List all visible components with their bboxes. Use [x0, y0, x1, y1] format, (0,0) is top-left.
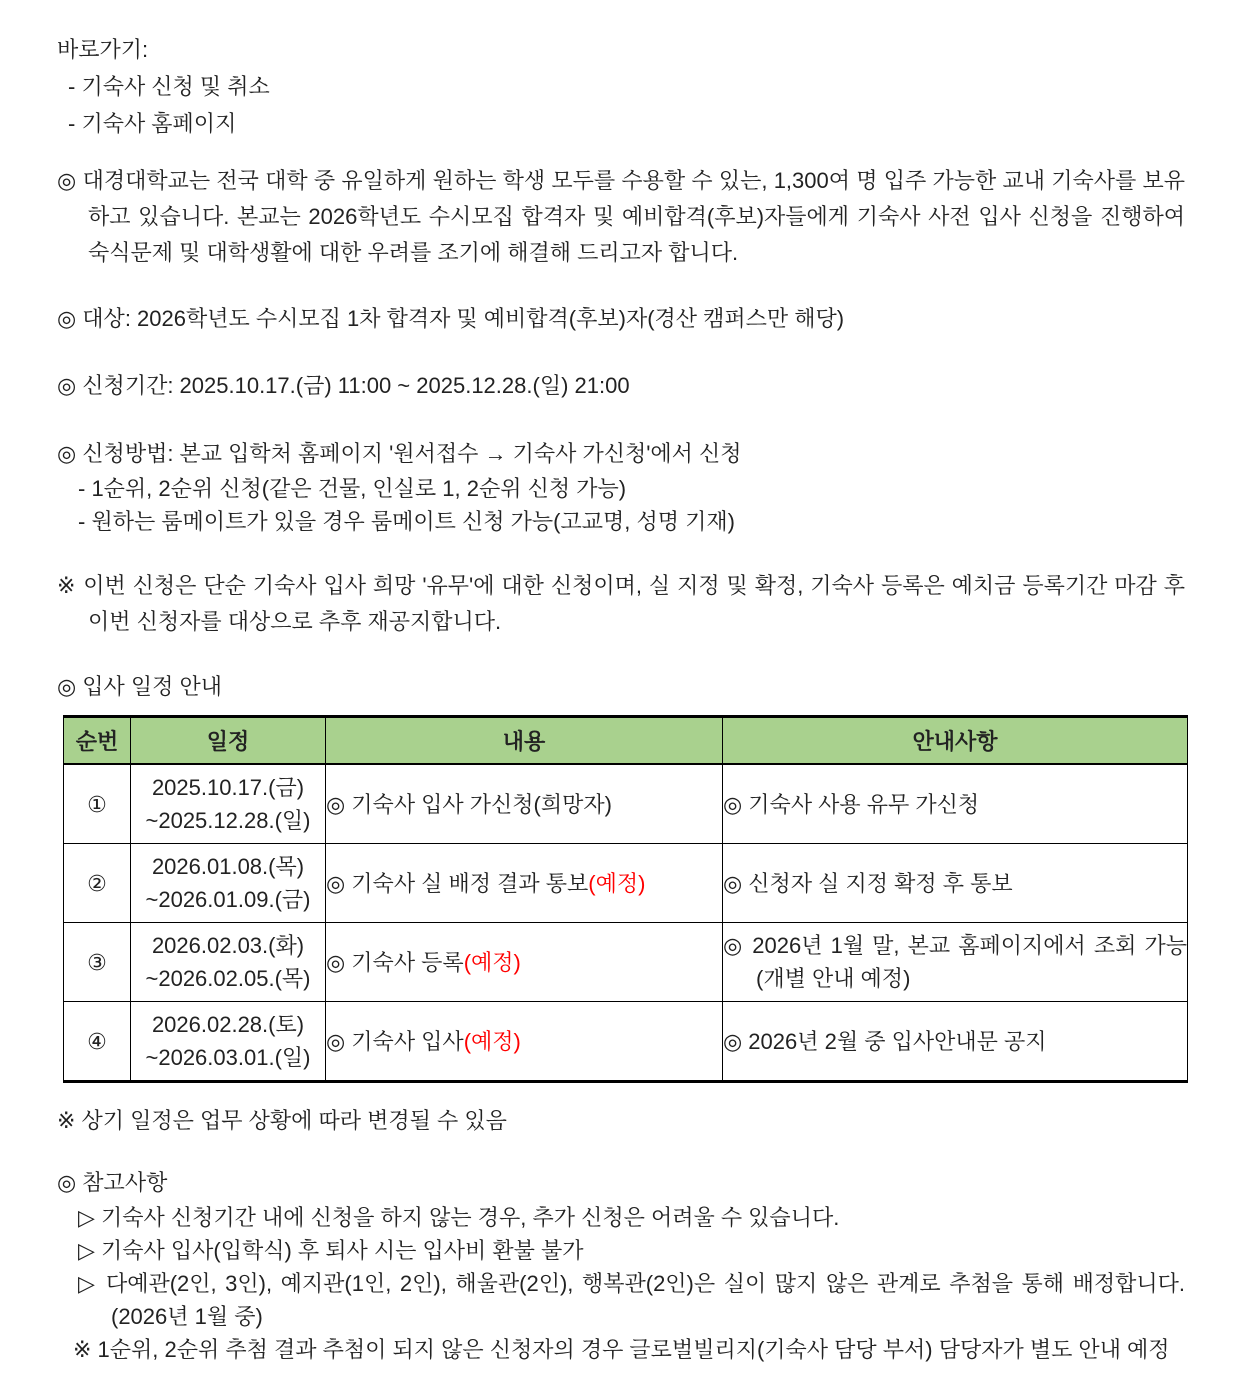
col-header-date: 일정 [131, 717, 326, 765]
schedule-row-4 [64, 1002, 1188, 1082]
date-from: 2026.02.28.(토) [151, 1012, 305, 1037]
application-method-item-2: - 원하는 룸메이트가 있을 경우 룸메이트 신청 가능(고교명, 성명 기재) [78, 509, 735, 534]
date-from: 2026.02.03.(화) [151, 933, 305, 958]
date-to: ~2026.01.09.(금) [145, 887, 311, 912]
date-to: ~2026.03.01.(일) [145, 1045, 311, 1070]
remarks-section-title: ◎ 참고사항 [57, 1170, 168, 1195]
cell-note [723, 923, 1188, 1002]
shortcut-dorm-apply-cancel[interactable]: - 기숙사 신청 및 취소 [68, 74, 270, 99]
cell-content [326, 1002, 723, 1082]
cell-no: ③ [64, 923, 131, 1002]
schedule-footnote: ※ 상기 일정은 업무 상황에 따라 변경될 수 있음 [57, 1108, 507, 1133]
content-text: ◎ 기숙사 입사 가신청(희망자) [326, 791, 612, 817]
date-from: 2025.10.17.(금) [151, 775, 305, 800]
application-period-line: ◎ 신청기간: 2025.10.17.(금) 11:00 ~ 2025.12.28.(일) 21:00 [57, 373, 630, 398]
document [57, 31, 1185, 1366]
content-red-text: (예정) [463, 949, 521, 975]
schedule-row-1 [64, 764, 1188, 844]
cell-date [131, 923, 326, 1002]
note-text: ◎ 2026년 1월 말, 본교 홈페이지에서 조회 가능(개별 안내 예정) [723, 933, 1187, 991]
shortcut-dorm-homepage[interactable]: - 기숙사 홈페이지 [68, 111, 237, 136]
cell-date [131, 764, 326, 844]
date-from: 2026.01.08.(목) [151, 854, 305, 879]
remark-item-2: ▷ 기숙사 입사(입학식) 후 퇴사 시는 입사비 환불 불가 [78, 1238, 584, 1263]
cell-no: ④ [64, 1002, 131, 1082]
remarks-footnote: ※ 1순위, 2순위 추첨 결과 추첨이 되지 않은 신청자의 경우 글로벌빌리지(기숙사 담당 부서) 담당자가 별도 안내 예정 [73, 1337, 1170, 1362]
remark-item-3: ▷ 다예관(2인, 3인), 예지관(1인, 2인), 해울관(2인), 행복관(2인)은 실이 많지 않은 관계로 추첨을 통해 배정합니다.(2026년 1월 중) [78, 1271, 1185, 1329]
cell-content [326, 764, 723, 844]
note-text: ◎ 신청자 실 지정 확정 후 통보 [723, 870, 1013, 896]
content-text: ◎ 기숙사 실 배정 결과 통보 [326, 870, 589, 896]
note-text: ◎ 2026년 2월 중 입사안내문 공지 [723, 1028, 1047, 1054]
col-header-no: 순번 [64, 717, 131, 765]
remark-item-1: ▷ 기숙사 신청기간 내에 신청을 하지 않는 경우, 추가 신청은 어려울 수 있습니다. [78, 1205, 840, 1230]
schedule-section-title: ◎ 입사 일정 안내 [57, 674, 223, 699]
application-method-title: ◎ 신청방법: 본교 입학처 홈페이지 '원서접수 → 기숙사 가신청'에서 신청 [57, 441, 742, 466]
shortcuts-title: 바로가기: [57, 37, 149, 62]
notice-paragraph: ※ 이번 신청은 단순 기숙사 입사 희망 '유무'에 대한 신청이며, 실 지정 및 확정, 기숙사 등록은 예치금 등록기간 마감 후 이번 신청자를 대상으로 추후 재공지합니다. [57, 573, 1185, 634]
cell-no: ① [64, 764, 131, 844]
cell-content [326, 923, 723, 1002]
application-method-item-1: - 1순위, 2순위 신청(같은 건물, 인실로 1, 2순위 신청 가능) [78, 476, 627, 501]
cell-note [723, 1002, 1188, 1082]
schedule-row-2 [64, 844, 1188, 923]
schedule-table [63, 715, 1188, 1083]
cell-no: ② [64, 844, 131, 923]
content-text: ◎ 기숙사 등록 [326, 949, 464, 975]
content-text: ◎ 기숙사 입사 [326, 1028, 464, 1054]
target-line: ◎ 대상: 2026학년도 수시모집 1차 합격자 및 예비합격(후보)자(경산 캠퍼스만 해당) [57, 306, 845, 331]
col-header-content: 내용 [326, 717, 723, 765]
schedule-row-3 [64, 923, 1188, 1002]
date-to: ~2025.12.28.(일) [145, 808, 311, 833]
cell-note [723, 764, 1188, 844]
cell-date [131, 1002, 326, 1082]
content-red-text: (예정) [588, 870, 646, 896]
cell-date [131, 844, 326, 923]
note-text: ◎ 기숙사 사용 유무 가신청 [723, 791, 980, 817]
cell-content [326, 844, 723, 923]
intro-paragraph: ◎ 대경대학교는 전국 대학 중 유일하게 원하는 학생 모두를 수용할 수 있는, 1,300여 명 입주 가능한 교내 기숙사를 보유하고 있습니다. 본교는 2026학년도 수시모집 합격자 및 예비합격(후보)자들에게 기숙사 사전 입사 신청을 진행하여 숙식문제 및 대학생활에 대한 우려를 조기에 해결해 드리고자 합니다. [57, 168, 1185, 265]
content-red-text: (예정) [463, 1028, 521, 1054]
cell-note [723, 844, 1188, 923]
schedule-header-row [64, 717, 1188, 765]
col-header-note: 안내사항 [723, 717, 1188, 765]
date-to: ~2026.02.05.(목) [145, 966, 311, 991]
